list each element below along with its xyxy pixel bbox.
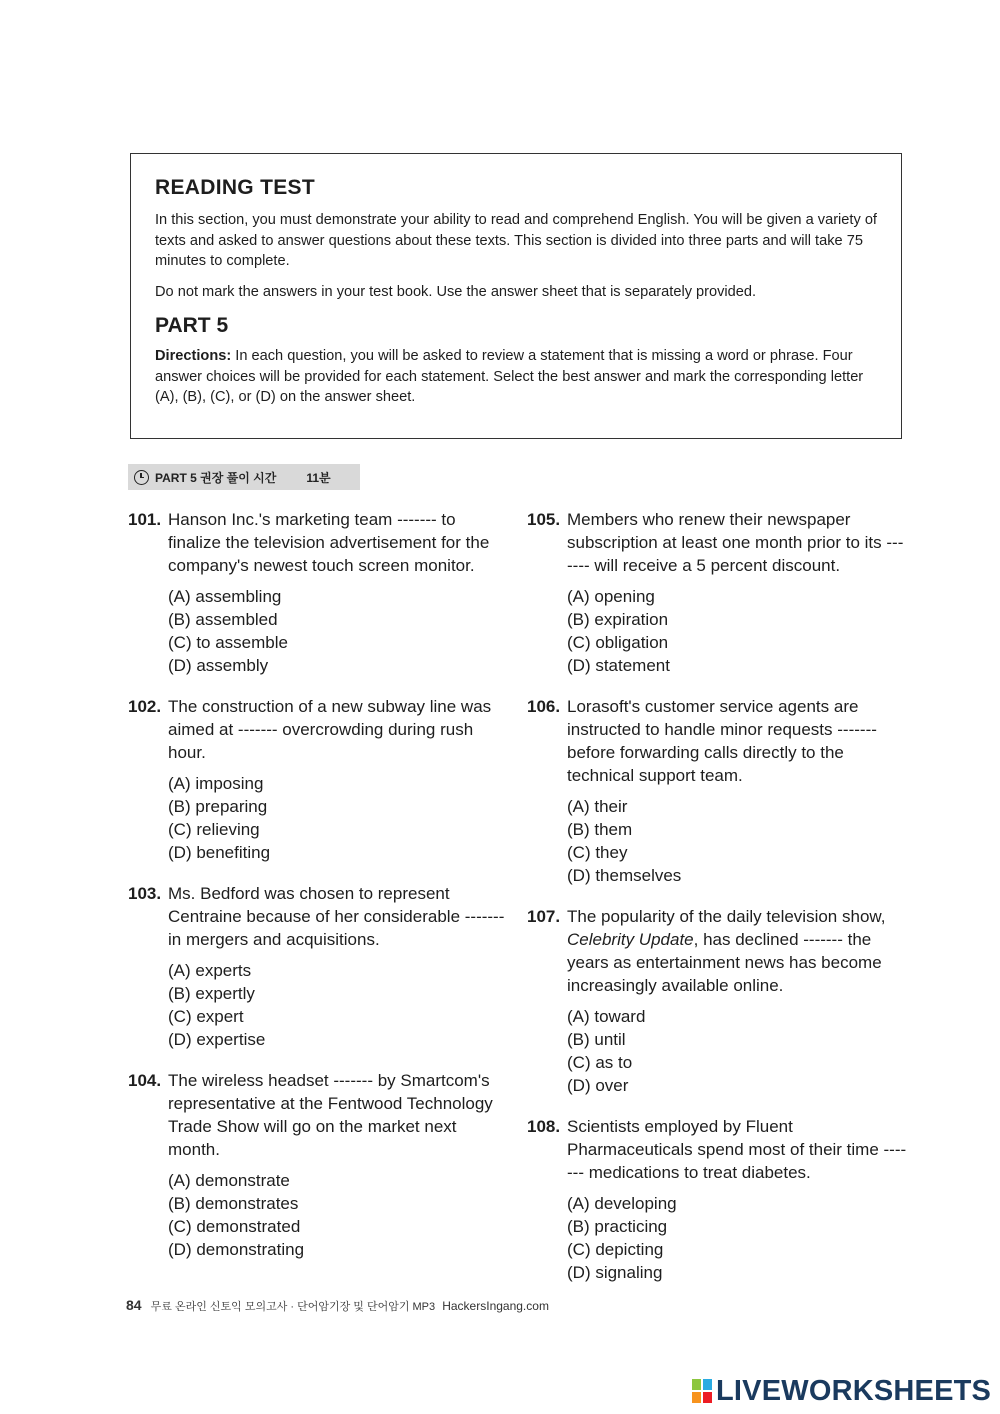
directions-text: In each question, you will be asked to review a statement that is missing a word or phrase. Four answer choices will be provided for each statement. Select the best answer and mark the corresponding letter (A), (B), (C), or (D) on the answer sheet. (155, 348, 864, 405)
question-104 (128, 1069, 508, 1261)
question-stem: Hanson Inc.'s marketing team ------- to finalize the television advertisement for the company's newest touch screen monitor. (168, 510, 490, 575)
liveworksheets-logo-icon (692, 1379, 712, 1403)
choice-b[interactable]: (B) assembled (168, 610, 278, 629)
page-number: 84 (126, 1297, 142, 1313)
question-stem: Ms. Bedford was chosen to represent Centraine because of her considerable ------- in mergers and acquisitions. (168, 884, 505, 949)
timer-value: 11분 (306, 470, 331, 485)
question-106 (527, 695, 907, 887)
choice-b[interactable]: (B) until (567, 1030, 626, 1049)
watermark-brand: LIVEWORKSHEETS (716, 1374, 992, 1407)
choice-c[interactable]: (C) depicting (567, 1240, 664, 1259)
section-title: READING TEST (155, 176, 315, 199)
choice-a[interactable]: (A) developing (567, 1194, 677, 1213)
answer-sheet-note: Do not mark the answers in your test book. Use the answer sheet that is separately provided. (155, 283, 757, 300)
question-number: 105. (527, 510, 561, 529)
question-stem: Lorasoft's customer service agents are instructed to handle minor requests ------- before forwarding calls directly to the technical support team. (567, 697, 877, 785)
clock-icon (134, 470, 149, 485)
directions (155, 346, 877, 408)
choice-a[interactable]: (A) assembling (168, 587, 282, 606)
question-number: 102. (128, 697, 162, 716)
choice-d[interactable]: (D) themselves (567, 866, 682, 885)
page-footer (126, 1297, 549, 1314)
choice-c[interactable]: (C) demonstrated (168, 1217, 301, 1236)
choice-a[interactable]: (A) demonstrate (168, 1171, 290, 1190)
choice-a[interactable]: (A) imposing (168, 774, 264, 793)
choice-d[interactable]: (D) assembly (168, 656, 269, 675)
question-stem (567, 905, 907, 997)
question-103 (128, 882, 508, 1051)
choice-b[interactable]: (B) practicing (567, 1217, 668, 1236)
directions-label: Directions: (155, 348, 232, 364)
logo-square-icon (692, 1379, 701, 1390)
choice-c[interactable]: (C) obligation (567, 633, 669, 652)
choice-d[interactable]: (D) statement (567, 656, 670, 675)
stem-part-1: The popularity of the daily television show, (567, 907, 886, 926)
choice-c[interactable]: (C) relieving (168, 820, 260, 839)
choice-a[interactable]: (A) experts (168, 961, 252, 980)
question-number: 108. (527, 1117, 561, 1136)
footer-text: 무료 온라인 신토익 모의고사 · 단어암기장 및 단어암기 MP3 (150, 1301, 436, 1313)
choice-a[interactable]: (A) toward (567, 1007, 646, 1026)
choice-b[interactable]: (B) expiration (567, 610, 669, 629)
choice-d[interactable]: (D) over (567, 1076, 629, 1095)
show-title: Celebrity Update (567, 930, 694, 949)
question-stem: Scientists employed by Fluent Pharmaceuticals spend most of their time ------- medications to treat diabetes. (567, 1117, 907, 1182)
reading-test-instructions-box (130, 153, 902, 439)
right-question-column (527, 508, 907, 1302)
question-107 (527, 905, 907, 1097)
question-number: 106. (527, 697, 561, 716)
question-stem: The wireless headset ------- by Smartcom's representative at the Fentwood Technology Trade Show will go on the market next month. (168, 1071, 493, 1159)
question-number: 103. (128, 884, 162, 903)
choice-a[interactable]: (A) their (567, 797, 628, 816)
choice-c[interactable]: (C) to assemble (168, 633, 288, 652)
question-stem: Members who renew their newspaper subscription at least one month prior to its ------- will receive a 5 percent discount. (567, 510, 904, 575)
choice-d[interactable]: (D) expertise (168, 1030, 266, 1049)
liveworksheets-watermark (692, 1376, 991, 1406)
choice-c[interactable]: (C) as to (567, 1053, 633, 1072)
choice-c[interactable]: (C) expert (168, 1007, 244, 1026)
choice-b[interactable]: (B) preparing (168, 797, 268, 816)
stem-part-2: , has declined ------- the years as entertainment news has become increasingly available online. (567, 930, 882, 995)
choice-c[interactable]: (C) they (567, 843, 628, 862)
choice-d[interactable]: (D) benefiting (168, 843, 271, 862)
question-number: 107. (527, 907, 561, 926)
choice-b[interactable]: (B) expertly (168, 984, 255, 1003)
choice-d[interactable]: (D) signaling (567, 1263, 663, 1282)
section-description: In this section, you must demonstrate your ability to read and comprehend English. You will be given a variety of texts and asked to answer questions about these texts. This section is divided into three parts and will take 75 minutes to complete. (155, 212, 877, 269)
question-number: 104. (128, 1071, 162, 1090)
logo-square-icon (692, 1392, 701, 1403)
choice-d[interactable]: (D) demonstrating (168, 1240, 305, 1259)
choice-a[interactable]: (A) opening (567, 587, 655, 606)
logo-square-icon (703, 1392, 712, 1403)
choice-b[interactable]: (B) demonstrates (168, 1194, 299, 1213)
choice-b[interactable]: (B) them (567, 820, 633, 839)
question-stem: The construction of a new subway line was aimed at ------- overcrowding during rush hour. (168, 697, 492, 762)
logo-square-icon (703, 1379, 712, 1390)
timer-label: PART 5 권장 풀이 시간 (155, 470, 277, 485)
footer-site: HackersIngang.com (442, 1299, 549, 1313)
question-102 (128, 695, 508, 864)
question-108 (527, 1115, 907, 1284)
question-101 (128, 508, 508, 677)
left-question-column (128, 508, 508, 1279)
question-105 (527, 508, 907, 677)
question-number: 101. (128, 510, 162, 529)
part-title: PART 5 (155, 314, 229, 337)
recommended-time-badge (128, 464, 360, 490)
